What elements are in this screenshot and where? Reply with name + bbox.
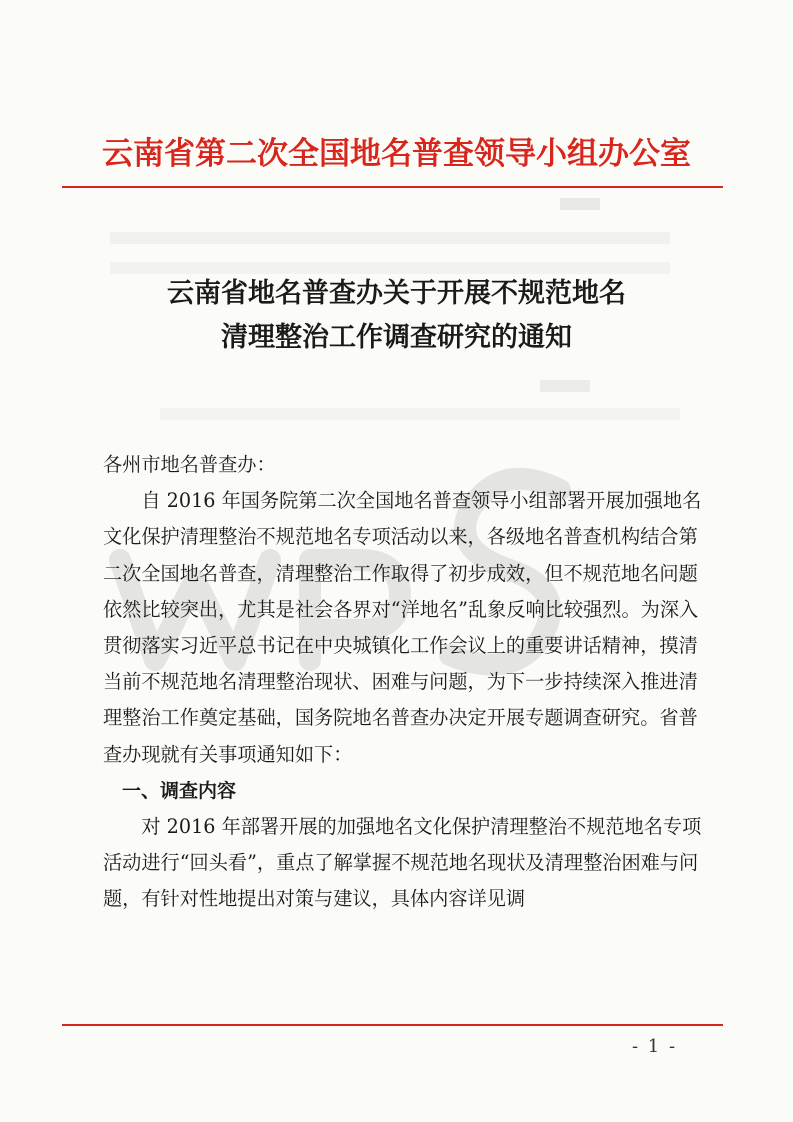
body-paragraph: 自 2016 年国务院第二次全国地名普查领导小组部署开展加强地名文化保护清理整治不规范地名专项活动以来，各级地名普查机构结合第二次全国地名普查，清理整治工作取得了初步成效，但不规范地名问题依然比较突出，尤其是社会各界对“洋地名”乱象反响比较强烈。为深入贯彻落实习近平总书记在中央城镇化工作会议上的重要讲话精神，摸清当前不规范地名清理整治现状、困难与问题，为下一步持续深入推进清理整治工作奠定基础，国务院地名普查办决定开展专题调查研究。省普查办现就有关事项通知如下： bbox=[103, 489, 702, 766]
body-paragraph: 对 2016 年部署开展的加强地名文化保护清理整治不规范地名专项活动进行“回头看”，重点了解掌握不规范地名现状及清理整治困难与问题，有针对性地提出对策与建议，具体内容详见调 bbox=[103, 815, 702, 911]
bleed-through-mark bbox=[540, 380, 590, 392]
header-divider bbox=[62, 186, 723, 188]
notice-title bbox=[0, 272, 793, 360]
page-number: - 1 - bbox=[632, 1036, 678, 1057]
section-heading: 一、调查内容 bbox=[122, 779, 237, 802]
notice-title-line-2: 清理整治工作调查研究的通知 bbox=[221, 322, 572, 353]
notice-body bbox=[103, 447, 711, 918]
issuing-office-header: 云南省第二次全国地名普查领导小组办公室 bbox=[102, 136, 691, 172]
salutation: 各州市地名普查办： bbox=[103, 453, 276, 476]
bleed-through-mark bbox=[160, 408, 680, 420]
bleed-through-mark bbox=[560, 198, 600, 210]
notice-title-line-1: 云南省地名普查办关于开展不规范地名 bbox=[167, 278, 626, 309]
bleed-through-mark bbox=[110, 232, 670, 244]
footer-divider bbox=[62, 1024, 723, 1026]
